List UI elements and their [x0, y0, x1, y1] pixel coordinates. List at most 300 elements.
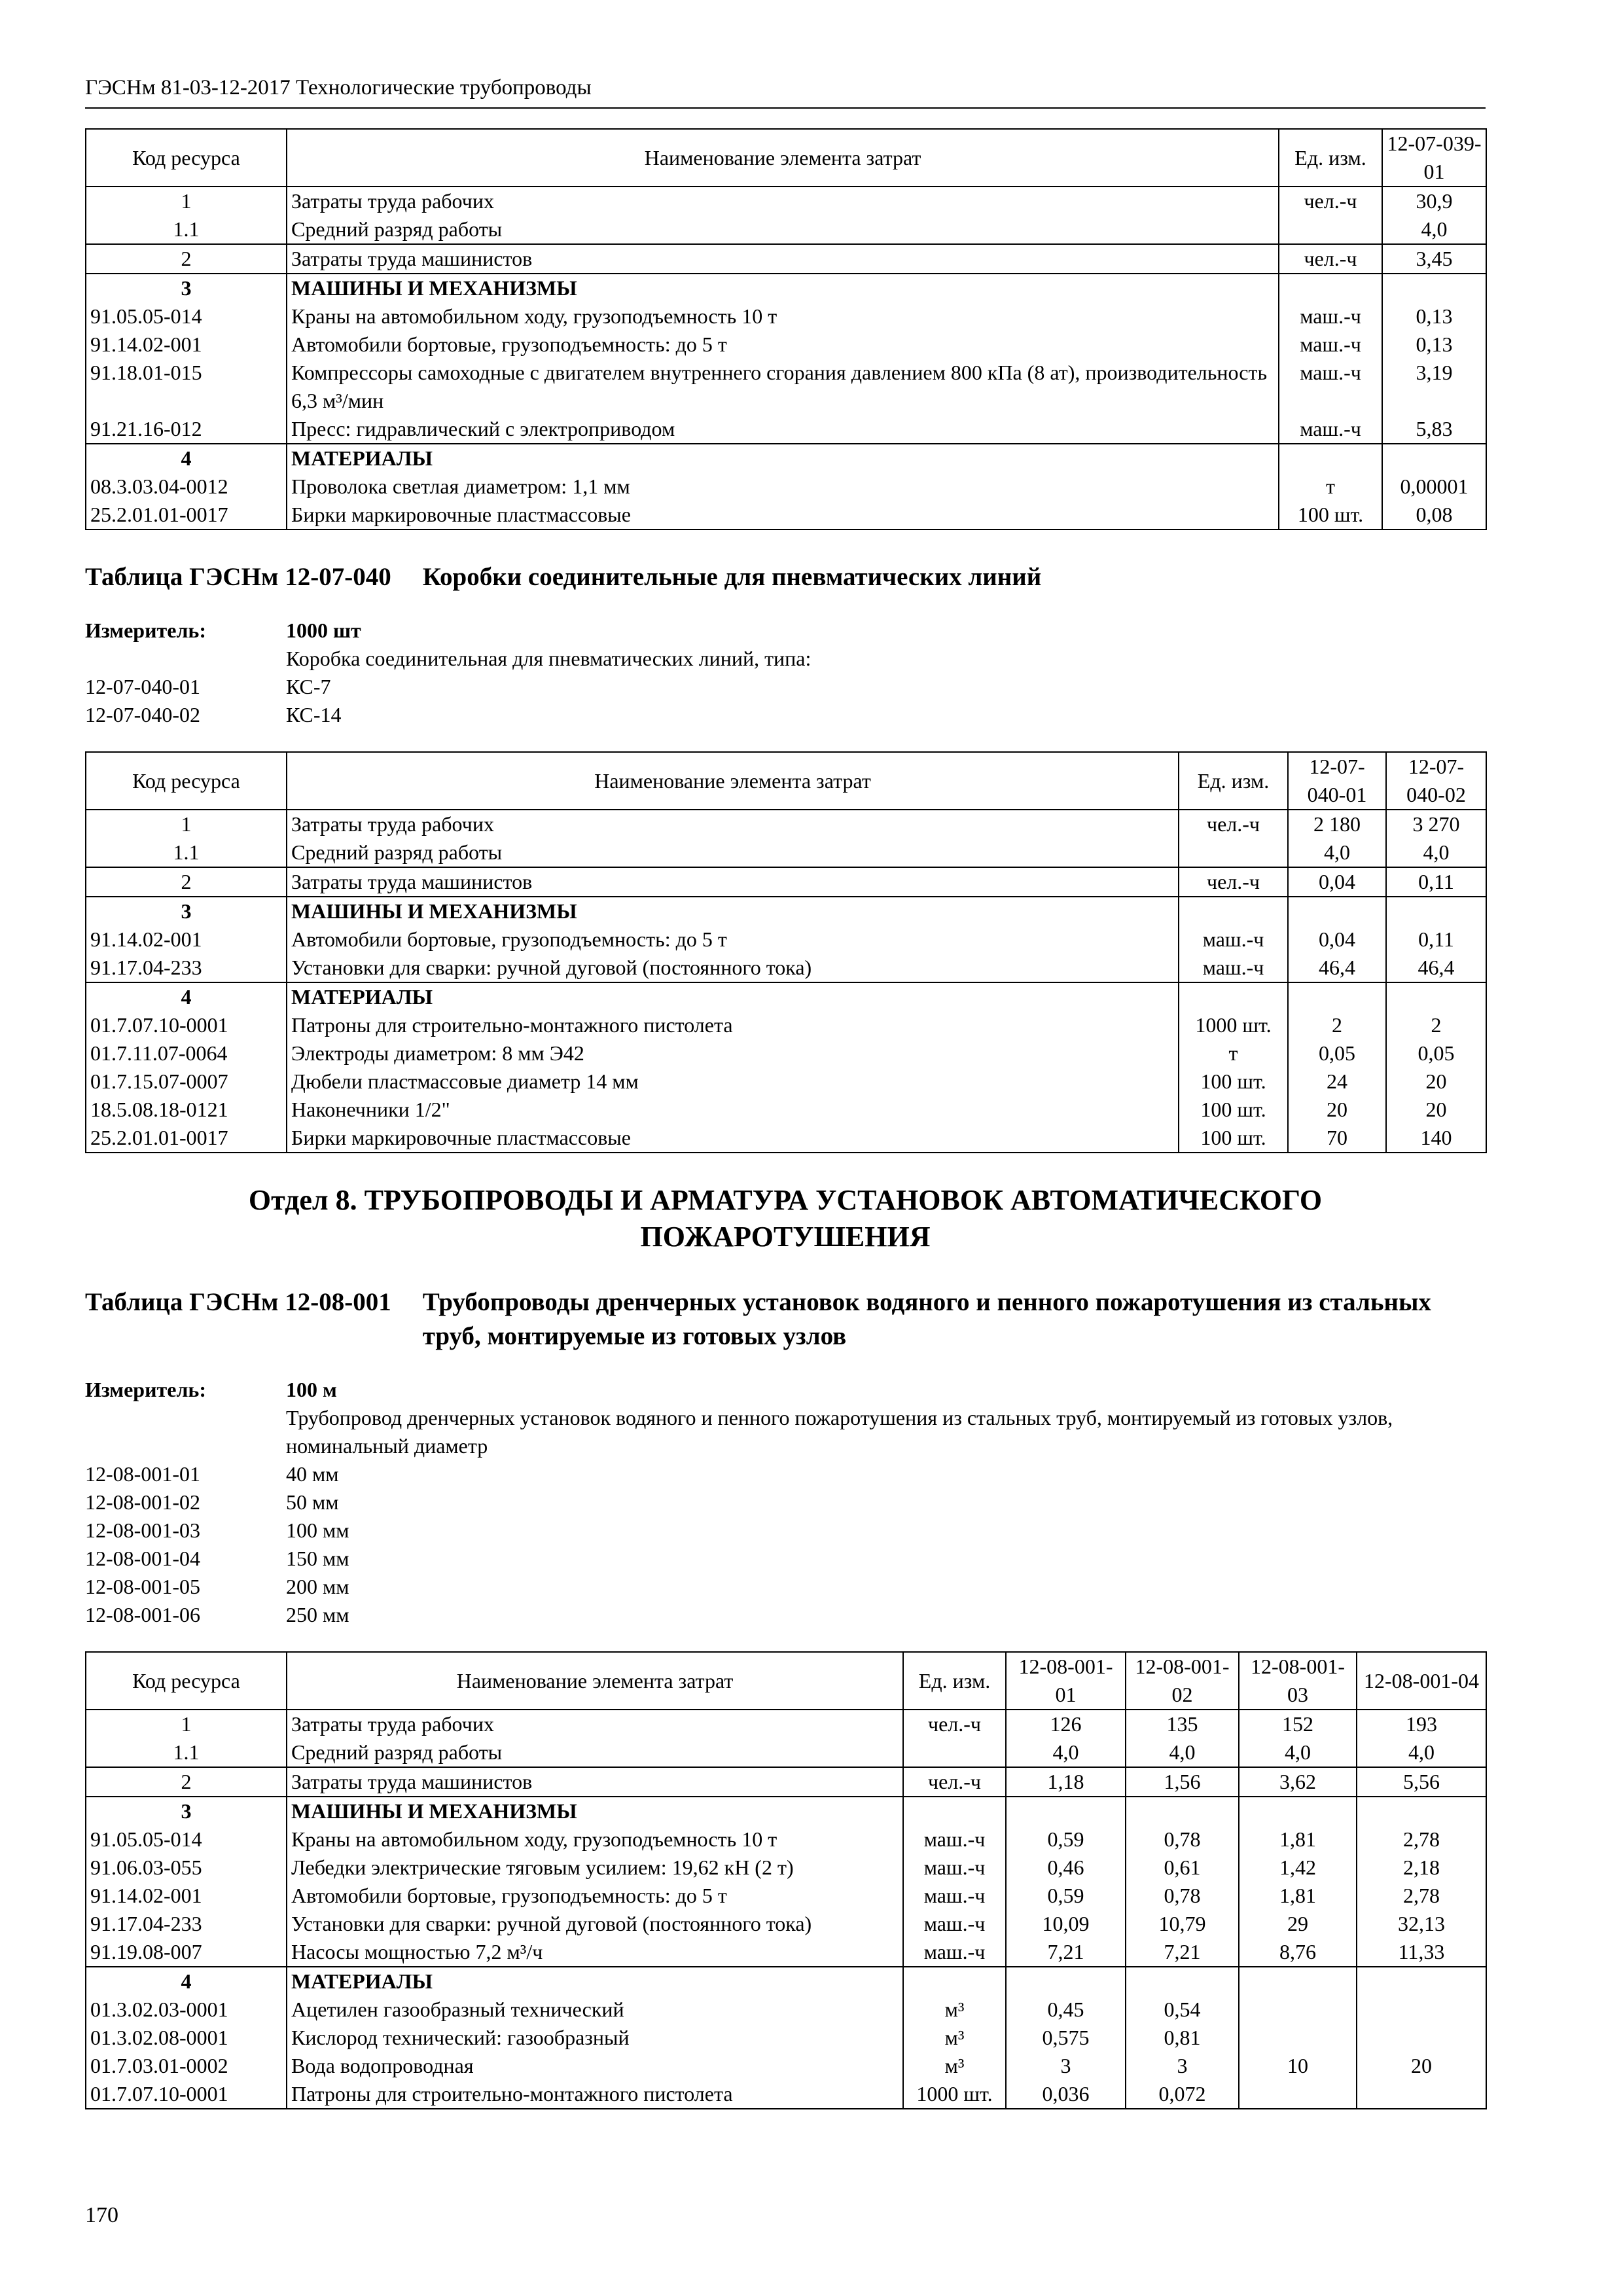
resource-code: 4 [86, 982, 287, 1011]
table-row [86, 244, 1486, 274]
table-row [86, 1124, 1486, 1153]
table-row [86, 2024, 1486, 2052]
resource-name: Автомобили бортовые, грузоподъемность: до 5 т [287, 331, 1279, 359]
table-row [86, 1910, 1486, 1938]
resource-code: 91.18.01-015 [86, 359, 287, 415]
resource-value: 140 [1386, 1124, 1486, 1153]
resource-code: 4 [86, 444, 287, 473]
resource-value [1006, 1967, 1126, 1996]
resource-value: 0,05 [1288, 1039, 1386, 1067]
resource-value: 0,81 [1126, 2024, 1239, 2052]
table-row [86, 331, 1486, 359]
resource-value: 2 [1386, 1011, 1486, 1039]
resource-value [1126, 1797, 1239, 1825]
table-row [86, 302, 1486, 331]
resource-code: 01.7.11.07-0064 [86, 1039, 287, 1067]
table-12-07-040 [85, 751, 1487, 1153]
resource-value: 8,76 [1239, 1938, 1357, 1967]
resource-value: 46,4 [1288, 954, 1386, 982]
table-row [86, 415, 1486, 444]
resource-name: МАТЕРИАЛЫ [287, 1967, 903, 1996]
resource-value: 0,072 [1126, 2080, 1239, 2109]
resource-value [1126, 1967, 1239, 1996]
resource-unit: маш.-ч [1279, 359, 1382, 415]
resource-name: Патроны для строительно-монтажного пистолета [287, 1011, 1179, 1039]
resource-name: МАШИНЫ И МЕХАНИЗМЫ [287, 274, 1279, 302]
resource-unit: м³ [903, 1996, 1006, 2024]
resource-unit: 100 шт. [1179, 1067, 1288, 1096]
resource-value: 0,46 [1006, 1854, 1126, 1882]
resource-value: 1,56 [1126, 1767, 1239, 1797]
resource-unit: маш.-ч [1179, 925, 1288, 954]
resource-code: 3 [86, 897, 287, 925]
item-text: КС-7 [286, 675, 331, 698]
meter-items [85, 673, 1486, 729]
resource-unit: 1000 шт. [1179, 1011, 1288, 1039]
resource-name: Кислород технический: газообразный [287, 2024, 903, 2052]
item-text: 40 мм [286, 1462, 339, 1486]
resource-value [1239, 2080, 1357, 2109]
resource-name: Затраты труда машинистов [287, 867, 1179, 897]
resource-name: Краны на автомобильном ходу, грузоподъемность 10 т [287, 1825, 903, 1854]
resource-value [1288, 897, 1386, 925]
meter-block-12-07-040 [85, 617, 1486, 729]
resource-code: 91.17.04-233 [86, 954, 287, 982]
resource-code: 01.7.07.10-0001 [86, 1011, 287, 1039]
resource-unit: чел.-ч [1179, 810, 1288, 838]
table-row [86, 867, 1486, 897]
column-header: Ед. изм. [1179, 752, 1288, 810]
resource-value: 0,04 [1288, 867, 1386, 897]
resource-value: 3,62 [1239, 1767, 1357, 1797]
resource-value: 2,78 [1357, 1882, 1486, 1910]
resource-unit: маш.-ч [1179, 954, 1288, 982]
resource-unit: чел.-ч [903, 1767, 1006, 1797]
meter-label: Измеритель: [85, 619, 206, 642]
item-text: 100 мм [286, 1518, 349, 1542]
resource-value: 46,4 [1386, 954, 1486, 982]
resource-value: 0,61 [1126, 1854, 1239, 1882]
table-12-07-039 [85, 128, 1487, 530]
table-row [86, 501, 1486, 529]
meter-item [85, 1488, 1486, 1516]
resource-unit [903, 1967, 1006, 1996]
table-row [86, 1938, 1486, 1967]
resource-value: 0,13 [1382, 302, 1486, 331]
resource-name: Патроны для строительно-монтажного пистолета [287, 2080, 903, 2109]
resource-code: 1 [86, 187, 287, 215]
resource-code: 91.17.04-233 [86, 1910, 287, 1938]
resource-code: 91.19.08-007 [86, 1938, 287, 1967]
item-text: 250 мм [286, 1603, 349, 1626]
resource-value [1239, 2024, 1357, 2052]
column-header: 12-08-001-04 [1357, 1652, 1486, 1710]
resource-code: 01.3.02.03-0001 [86, 1996, 287, 2024]
resource-unit [903, 1738, 1006, 1767]
section-title-line-1: Отдел 8. ТРУБОПРОВОДЫ И АРМАТУРА УСТАНОВОК АВТОМАТИЧЕСКОГО [248, 1184, 1323, 1216]
meter-items [85, 1460, 1486, 1629]
resource-code: 91.21.16-012 [86, 415, 287, 444]
table-row [86, 215, 1486, 244]
table-row [86, 838, 1486, 867]
table-row [86, 1825, 1486, 1854]
meter-item [85, 1573, 1486, 1601]
resource-code: 2 [86, 867, 287, 897]
resource-value: 20 [1386, 1067, 1486, 1096]
resource-value: 2 [1288, 1011, 1386, 1039]
resource-code: 1.1 [86, 215, 287, 244]
resource-value: 0,11 [1386, 925, 1486, 954]
item-text: 200 мм [286, 1575, 349, 1598]
resource-value: 0,45 [1006, 1996, 1126, 2024]
item-text: 150 мм [286, 1547, 349, 1570]
resource-unit: маш.-ч [1279, 302, 1382, 331]
resource-name: Дюбели пластмассовые диаметр 14 мм [287, 1067, 1179, 1096]
resource-code: 3 [86, 1797, 287, 1825]
resource-code: 25.2.01.01-0017 [86, 1124, 287, 1153]
table-row [86, 982, 1486, 1011]
resource-value: 30,9 [1382, 187, 1486, 215]
table-row [86, 1011, 1486, 1039]
meter-value: 100 м [286, 1378, 337, 1401]
table-row [86, 1854, 1486, 1882]
resource-value: 20 [1386, 1096, 1486, 1124]
column-header: 12-08-001-03 [1239, 1652, 1357, 1710]
resource-unit: маш.-ч [903, 1882, 1006, 1910]
resource-value [1239, 1797, 1357, 1825]
resource-name: Бирки маркировочные пластмассовые [287, 1124, 1179, 1153]
item-code: 12-07-040-01 [85, 675, 200, 698]
resource-value [1386, 897, 1486, 925]
resource-value: 20 [1288, 1096, 1386, 1124]
table-row [86, 1710, 1486, 1738]
resource-value [1382, 274, 1486, 302]
resource-name: Компрессоры самоходные с двигателем внутреннего сгорания давлением 800 кПа (8 ат), производительность 6,3 м³/мин [287, 359, 1279, 415]
column-header: Ед. изм. [1279, 129, 1382, 187]
resource-value: 0,036 [1006, 2080, 1126, 2109]
item-code: 12-08-001-01 [85, 1462, 200, 1486]
resource-unit: маш.-ч [903, 1854, 1006, 1882]
resource-value: 0,13 [1382, 331, 1486, 359]
column-header: Код ресурса [86, 1652, 287, 1710]
resource-value [1357, 1996, 1486, 2024]
resource-unit [1279, 444, 1382, 473]
resource-name: Насосы мощностью 7,2 м³/ч [287, 1938, 903, 1967]
resource-name: Установки для сварки: ручной дуговой (постоянного тока) [287, 954, 1179, 982]
resource-code: 01.7.03.01-0002 [86, 2052, 287, 2080]
resource-value: 1,18 [1006, 1767, 1126, 1797]
column-header: 12-07-039-01 [1382, 129, 1486, 187]
table-row [86, 473, 1486, 501]
table-row [86, 1096, 1486, 1124]
resource-code: 1 [86, 810, 287, 838]
resource-unit: маш.-ч [903, 1938, 1006, 1967]
resource-value: 11,33 [1357, 1938, 1486, 1967]
table-row [86, 925, 1486, 954]
resource-value: 0,04 [1288, 925, 1386, 954]
resource-value: 126 [1006, 1710, 1126, 1738]
running-header: ГЭСНм 81-03-12-2017 Технологические трубопроводы [85, 72, 1486, 109]
resource-unit: чел.-ч [1279, 244, 1382, 274]
item-text: КС-14 [286, 703, 342, 726]
resource-value: 10,79 [1126, 1910, 1239, 1938]
item-code: 12-08-001-02 [85, 1490, 200, 1514]
document-page [85, 72, 1486, 2109]
resource-name: Установки для сварки: ручной дуговой (постоянного тока) [287, 1910, 903, 1938]
column-header: 12-07-040-02 [1386, 752, 1486, 810]
column-header: Наименование элемента затрат [287, 129, 1279, 187]
resource-code: 08.3.03.04-0012 [86, 473, 287, 501]
resource-value [1288, 982, 1386, 1011]
resource-name: Затраты труда рабочих [287, 810, 1179, 838]
column-header: Код ресурса [86, 752, 287, 810]
resource-unit: м³ [903, 2024, 1006, 2052]
resource-code: 91.06.03-055 [86, 1854, 287, 1882]
meter-item [85, 1516, 1486, 1545]
table-row [86, 1067, 1486, 1096]
resource-name: Затраты труда рабочих [287, 1710, 903, 1738]
table-title-12-08-001 [85, 1285, 1486, 1354]
resource-value: 7,21 [1126, 1938, 1239, 1967]
resource-code: 4 [86, 1967, 287, 1996]
resource-value: 5,56 [1357, 1767, 1486, 1797]
table-row [86, 1738, 1486, 1767]
resource-unit: 100 шт. [1279, 501, 1382, 529]
resource-value: 0,05 [1386, 1039, 1486, 1067]
table-row [86, 1767, 1486, 1797]
resource-name: Наконечники 1/2" [287, 1096, 1179, 1124]
resource-unit [1279, 274, 1382, 302]
item-code: 12-08-001-04 [85, 1547, 200, 1570]
table-label: Таблица ГЭСНм 12-07-040 [85, 563, 391, 591]
resource-name: Затраты труда рабочих [287, 187, 1279, 215]
resource-code: 01.7.15.07-0007 [86, 1067, 287, 1096]
resource-code: 18.5.08.18-0121 [86, 1096, 287, 1124]
table-row [86, 2080, 1486, 2109]
table-title: Коробки соединительные для пневматических линий [422, 563, 1042, 591]
resource-unit: маш.-ч [1279, 415, 1382, 444]
resource-unit: 100 шт. [1179, 1124, 1288, 1153]
resource-name: Краны на автомобильном ходу, грузоподъемность 10 т [287, 302, 1279, 331]
item-code: 12-08-001-06 [85, 1603, 200, 1626]
resource-code: 91.05.05-014 [86, 302, 287, 331]
resource-name: Средний разряд работы [287, 1738, 903, 1767]
resource-value: 1,81 [1239, 1825, 1357, 1854]
column-header: 12-07-040-01 [1288, 752, 1386, 810]
table-row [86, 359, 1486, 415]
section-title-line-2: ПОЖАРОТУШЕНИЯ [640, 1221, 931, 1253]
resource-code: 91.14.02-001 [86, 1882, 287, 1910]
resource-value: 4,0 [1006, 1738, 1126, 1767]
resource-code: 2 [86, 244, 287, 274]
resource-unit [1179, 982, 1288, 1011]
item-code: 12-08-001-05 [85, 1575, 200, 1598]
resource-unit: маш.-ч [1279, 331, 1382, 359]
meter-item [85, 1545, 1486, 1573]
resource-unit [1279, 215, 1382, 244]
meter-item [85, 673, 1486, 701]
table-row [86, 954, 1486, 982]
resource-unit [1179, 897, 1288, 925]
resource-value [1386, 982, 1486, 1011]
resource-value: 0,575 [1006, 2024, 1126, 2052]
resource-value [1357, 1797, 1486, 1825]
resource-value: 32,13 [1357, 1910, 1486, 1938]
resource-value: 193 [1357, 1710, 1486, 1738]
resource-code: 01.7.07.10-0001 [86, 2080, 287, 2109]
resource-value: 4,0 [1239, 1738, 1357, 1767]
resource-value: 2 180 [1288, 810, 1386, 838]
resource-value: 24 [1288, 1067, 1386, 1096]
resource-value: 3 270 [1386, 810, 1486, 838]
resource-value: 152 [1239, 1710, 1357, 1738]
resource-value [1357, 2024, 1486, 2052]
table-12-08-001 [85, 1651, 1487, 2109]
resource-value: 4,0 [1357, 1738, 1486, 1767]
resource-value: 1,42 [1239, 1854, 1357, 1882]
resource-value: 3 [1126, 2052, 1239, 2080]
item-code: 12-07-040-02 [85, 703, 200, 726]
column-header: Код ресурса [86, 129, 287, 187]
resource-value: 0,78 [1126, 1825, 1239, 1854]
table-header-row [86, 1652, 1486, 1710]
resource-value: 10 [1239, 2052, 1357, 2080]
resource-value: 0,59 [1006, 1825, 1126, 1854]
resource-name: Автомобили бортовые, грузоподъемность: до 5 т [287, 925, 1179, 954]
resource-name: Затраты труда машинистов [287, 244, 1279, 274]
resource-value [1006, 1797, 1126, 1825]
resource-name: Автомобили бортовые, грузоподъемность: до 5 т [287, 1882, 903, 1910]
resource-value: 10,09 [1006, 1910, 1126, 1938]
item-text: 50 мм [286, 1490, 339, 1514]
resource-code: 91.14.02-001 [86, 925, 287, 954]
resource-value: 2,18 [1357, 1854, 1486, 1882]
meter-block-12-08-001 [85, 1376, 1486, 1629]
resource-name: МАШИНЫ И МЕХАНИЗМЫ [287, 897, 1179, 925]
meter-description: Трубопровод дренчерных установок водяного и пенного пожаротушения из стальных труб, монтируемый из готовых узлов, номинальный диаметр [286, 1406, 1393, 1458]
resource-unit: 1000 шт. [903, 2080, 1006, 2109]
meter-description: Коробка соединительная для пневматических линий, типа: [286, 647, 812, 670]
resource-name: Лебедки электрические тяговым усилием: 19,62 кН (2 т) [287, 1854, 903, 1882]
table-row [86, 897, 1486, 925]
resource-value: 1,81 [1239, 1882, 1357, 1910]
meter-value: 1000 шт [286, 619, 361, 642]
resource-value: 7,21 [1006, 1938, 1126, 1967]
resource-value: 0,59 [1006, 1882, 1126, 1910]
resource-unit: чел.-ч [1279, 187, 1382, 215]
resource-value: 0,78 [1126, 1882, 1239, 1910]
resource-name: Средний разряд работы [287, 838, 1179, 867]
resource-code: 01.3.02.08-0001 [86, 2024, 287, 2052]
resource-value [1357, 1967, 1486, 1996]
meter-item [85, 1460, 1486, 1488]
resource-value: 3,19 [1382, 359, 1486, 415]
resource-value: 4,0 [1382, 215, 1486, 244]
column-header: 12-08-001-02 [1126, 1652, 1239, 1710]
resource-name: Бирки маркировочные пластмассовые [287, 501, 1279, 529]
resource-value: 0,11 [1386, 867, 1486, 897]
resource-value: 2,78 [1357, 1825, 1486, 1854]
table-row [86, 274, 1486, 302]
resource-code: 2 [86, 1767, 287, 1797]
table-row [86, 187, 1486, 215]
resource-unit: т [1179, 1039, 1288, 1067]
resource-value: 0,08 [1382, 501, 1486, 529]
resource-code: 1 [86, 1710, 287, 1738]
resource-name: МАТЕРИАЛЫ [287, 982, 1179, 1011]
table-row [86, 1882, 1486, 1910]
resource-value: 3 [1006, 2052, 1126, 2080]
table-row [86, 810, 1486, 838]
meter-label: Измеритель: [85, 1378, 206, 1401]
resource-value: 135 [1126, 1710, 1239, 1738]
section-title [85, 1182, 1486, 1255]
column-header: Наименование элемента затрат [287, 752, 1179, 810]
resource-value: 0,00001 [1382, 473, 1486, 501]
resource-value: 0,54 [1126, 1996, 1239, 2024]
resource-code: 25.2.01.01-0017 [86, 501, 287, 529]
resource-code: 91.14.02-001 [86, 331, 287, 359]
table-header-row [86, 129, 1486, 187]
resource-value: 4,0 [1386, 838, 1486, 867]
resource-name: Средний разряд работы [287, 215, 1279, 244]
resource-unit: м³ [903, 2052, 1006, 2080]
page-number: 170 [85, 2203, 118, 2227]
resource-value: 20 [1357, 2052, 1486, 2080]
resource-value [1357, 2080, 1486, 2109]
resource-unit [1179, 838, 1288, 867]
resource-value: 70 [1288, 1124, 1386, 1153]
resource-name: Проволока светлая диаметром: 1,1 мм [287, 473, 1279, 501]
table-title: Трубопроводы дренчерных установок водяного и пенного пожаротушения из стальных труб, монтируемые из готовых узлов [422, 1288, 1431, 1350]
table-row [86, 1797, 1486, 1825]
table-header-row [86, 752, 1486, 810]
table-row [86, 444, 1486, 473]
resource-unit: маш.-ч [903, 1910, 1006, 1938]
resource-value: 5,83 [1382, 415, 1486, 444]
meter-item [85, 701, 1486, 729]
resource-name: Электроды диаметром: 8 мм Э42 [287, 1039, 1179, 1067]
resource-value: 4,0 [1126, 1738, 1239, 1767]
table-title-12-07-040 [85, 560, 1486, 594]
resource-code: 3 [86, 274, 287, 302]
table-row [86, 2052, 1486, 2080]
resource-unit: 100 шт. [1179, 1096, 1288, 1124]
column-header: Ед. изм. [903, 1652, 1006, 1710]
resource-name: Ацетилен газообразный технический [287, 1996, 903, 2024]
resource-code: 1.1 [86, 1738, 287, 1767]
resource-value: 29 [1239, 1910, 1357, 1938]
resource-name: Вода водопроводная [287, 2052, 903, 2080]
resource-value [1239, 1967, 1357, 1996]
resource-value: 3,45 [1382, 244, 1486, 274]
resource-value: 4,0 [1288, 838, 1386, 867]
resource-unit: т [1279, 473, 1382, 501]
resource-name: МАТЕРИАЛЫ [287, 444, 1279, 473]
resource-unit: маш.-ч [903, 1825, 1006, 1854]
resource-name: МАШИНЫ И МЕХАНИЗМЫ [287, 1797, 903, 1825]
resource-name: Пресс: гидравлический с электроприводом [287, 415, 1279, 444]
resource-code: 1.1 [86, 838, 287, 867]
resource-unit [903, 1797, 1006, 1825]
item-code: 12-08-001-03 [85, 1518, 200, 1542]
table-row [86, 1967, 1486, 1996]
resource-value [1382, 444, 1486, 473]
resource-unit: чел.-ч [903, 1710, 1006, 1738]
column-header: 12-08-001-01 [1006, 1652, 1126, 1710]
table-label: Таблица ГЭСНм 12-08-001 [85, 1288, 391, 1316]
resource-value [1239, 1996, 1357, 2024]
